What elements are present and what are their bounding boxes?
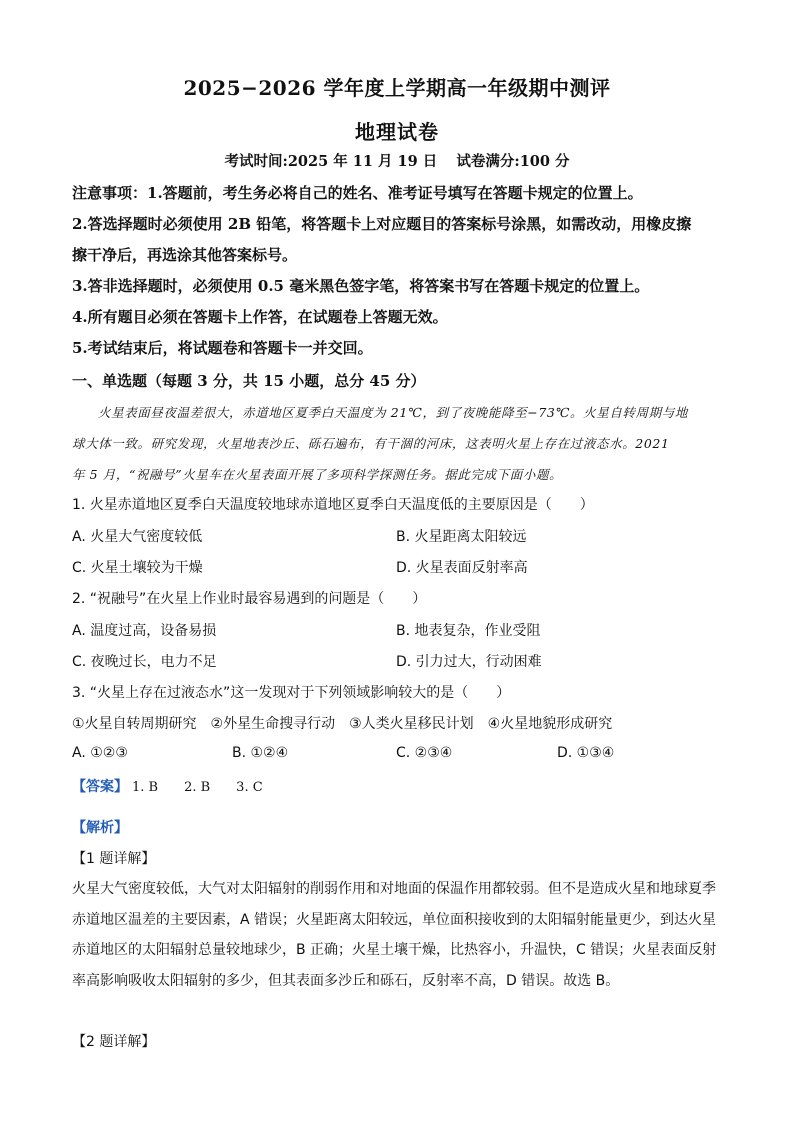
notice-line-3: 3.答非选择题时，必须使用 0.5 毫米黑色签字笔，将答案书写在答题卡规定的位置上。 [72,277,650,295]
subject-title: 地理试卷 [355,120,439,144]
q1-analysis-body [72,874,724,996]
notice-line-1: 注意事项：1.答题前，考生务必将自己的姓名、准考证号填写在答题卡规定的位置上。 [72,184,643,202]
exam-title: 2025−2026 学年度上学期高一年级期中测评 [183,76,611,100]
question-3-stem: 3. “火星上存在过液态水”这一发现对于下列领域影响较大的是（ ） [72,685,511,701]
reading-passage [72,397,724,490]
question-1-option-a: A. 火星大气密度较低 [72,529,203,545]
passage-line-3: 年 5 月，“祝融号”火星车在火星表面开展了多项科学探测任务。据此完成下面小题。 [72,467,563,482]
notice-line-2a: 2.答选择题时必须使用 2B 铅笔，将答题卡上对应题目的答案标号涂黑，如需改动，用橡皮擦 [72,215,692,233]
question-3-items: ①火星自转周期研究 ②外星生命搜寻行动 ③人类火星移民计划 ④火星地貌形成研究 [72,716,613,732]
question-2-option-d: D. 引力过大，行动困难 [396,654,542,670]
question-1-stem: 1. 火星赤道地区夏季白天温度较地球赤道地区夏季白天温度低的主要原因是（ ） [72,497,594,513]
question-2-stem: 2. “祝融号”在火星上作业时最容易遇到的问题是（ ） [72,591,427,607]
passage-line-2: 球大体一致。研究发现，火星地表沙丘、砾石遍布，有干涸的河床，这表明火星上存在过液态水。2021 [72,436,670,451]
notice-line-2b: 擦干净后，再选涂其他答案标号。 [72,246,298,264]
answer-tag: 【答案】 [72,779,128,795]
question-1-option-d: D. 火星表面反射率高 [396,560,528,576]
question-2-option-c: C. 夜晚过长，电力不足 [72,654,217,670]
question-1-option-b: B. 火星距离太阳较远 [396,529,527,545]
question-3-option-c: C. ②③④ [396,745,453,761]
question-2-option-a: A. 温度过高，设备易损 [72,623,217,639]
passage-line-1: 火星表面昼夜温差很大，赤道地区夏季白天温度为 21℃，到了夜晚能降至−73℃。火星自转周期与地 [98,405,688,420]
question-3-option-b: B. ①②④ [232,745,289,761]
analysis-heading: 【解析】 [72,820,128,836]
question-3-option-d: D. ①③④ [557,745,615,761]
exam-meta [0,150,794,171]
answer-line [72,776,263,796]
exam-time: 考试时间:2025 年 11 月 19 日 [224,153,438,170]
question-2-option-b: B. 地表复杂，作业受阻 [396,623,541,639]
question-3-option-a: A. ①②③ [72,745,128,761]
section-heading: 一、单选题（每题 3 分，共 15 小题，总分 45 分） [72,372,426,390]
q1-analysis-heading: 【1 题详解】 [72,851,156,867]
full-score: 试卷满分:100 分 [456,153,570,170]
q1-analysis-line-3: 赤道地区的太阳辐射总量较地球少，B 正确；火星土壤干燥，比热容小，升温快，C 错误；火星表面反射 [72,942,717,958]
q1-analysis-line-4: 率高影响吸收太阳辐射的多少，但其表面多沙丘和砾石，反射率不高，D 错误。故选 B。 [72,972,620,989]
notice-line-4: 4.所有题目必须在答题卡上作答，在试题卷上答题无效。 [72,308,448,326]
notice-block [72,178,724,364]
answer-values: 1. B 2. B 3. C [132,780,263,795]
question-1-option-c: C. 火星土壤较为干燥 [72,560,203,576]
notice-line-5: 5.考试结束后，将试题卷和答题卡一并交回。 [72,339,373,357]
q1-analysis-line-1: 火星大气密度较低，大气对太阳辐射的削弱作用和对地面的保温作用都较弱。但不是造成火星和地球夏季 [72,881,716,897]
q1-analysis-line-2: 赤道地区温差的主要因素，A 错误；火星距离太阳较远，单位面积接收到的太阳辐射能量更少，到达火星 [72,911,717,928]
q2-analysis-heading: 【2 题详解】 [72,1034,156,1050]
